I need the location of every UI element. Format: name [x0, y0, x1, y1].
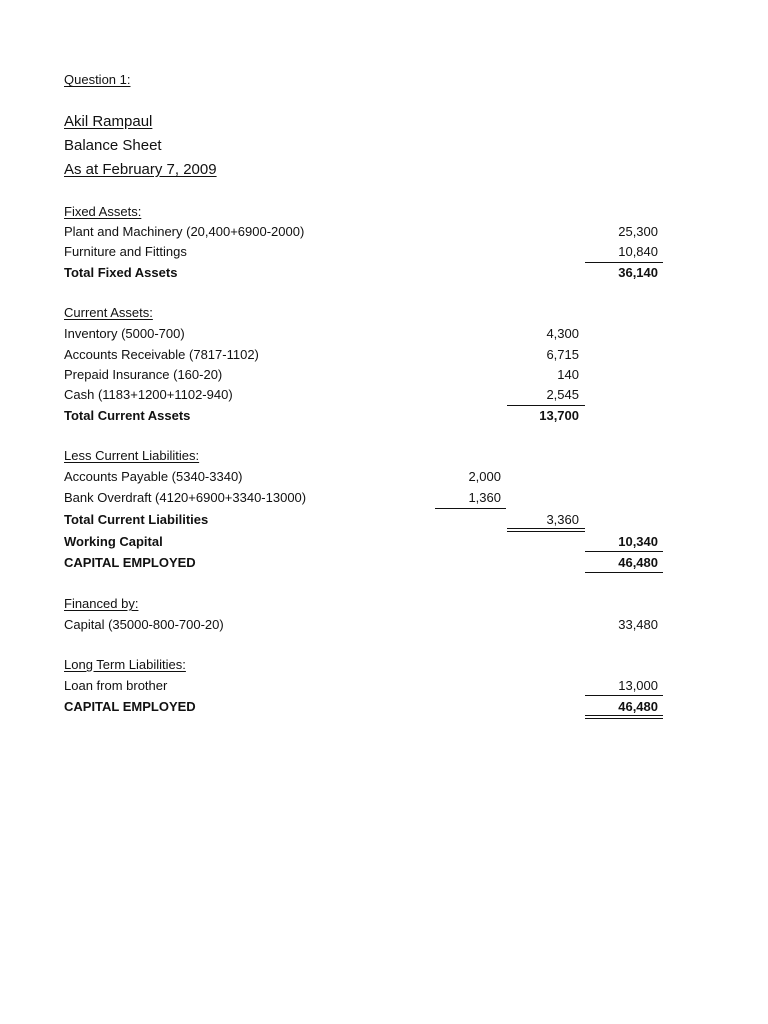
loan-label: Loan from brother — [64, 678, 168, 693]
capital-label: Capital (35000-800-700-20) — [64, 617, 224, 632]
total-current-liabilities-label: Total Current Liabilities — [64, 512, 209, 527]
subtotal-rule — [585, 572, 663, 573]
fixed-asset-value: 10,840 — [618, 244, 658, 259]
current-asset-value: 4,300 — [546, 326, 579, 341]
current-assets-heading: Current Assets: — [64, 305, 153, 320]
question-heading: Question 1: — [64, 72, 131, 87]
capital-employed-value: 46,480 — [618, 699, 658, 714]
loan-value: 13,000 — [618, 678, 658, 693]
subtotal-rule — [585, 551, 663, 552]
fixed-assets-heading: Fixed Assets: — [64, 204, 142, 219]
current-asset-value: 6,715 — [546, 347, 579, 362]
fixed-asset-value: 25,300 — [618, 224, 658, 239]
current-asset-value: 140 — [557, 367, 579, 382]
double-rule — [585, 715, 663, 719]
capital-value: 33,480 — [618, 617, 658, 632]
owner-name: Akil Rampaul — [64, 113, 153, 130]
current-liability-label: Bank Overdraft (4120+6900+3340-13000) — [64, 490, 307, 505]
statement-date: As at February 7, 2009 — [64, 161, 217, 178]
capital-employed-label: CAPITAL EMPLOYED — [64, 555, 196, 570]
long-term-liabilities-heading: Long Term Liabilities: — [64, 657, 186, 672]
fixed-asset-label: Furniture and Fittings — [64, 244, 187, 259]
subtotal-rule — [585, 262, 663, 263]
capital-employed-label: CAPITAL EMPLOYED — [64, 699, 196, 714]
current-asset-value: 2,545 — [546, 387, 579, 402]
total-current-assets-value: 13,700 — [539, 408, 579, 423]
double-rule — [507, 528, 585, 532]
subtotal-rule — [585, 695, 663, 696]
total-fixed-assets-label: Total Fixed Assets — [64, 265, 178, 280]
subtotal-rule — [435, 508, 506, 509]
working-capital-value: 10,340 — [618, 534, 658, 549]
current-liability-value: 1,360 — [468, 490, 501, 505]
total-fixed-assets-value: 36,140 — [618, 265, 658, 280]
statement-title: Balance Sheet — [64, 137, 162, 154]
current-asset-label: Inventory (5000-700) — [64, 326, 185, 341]
subtotal-rule — [507, 405, 585, 406]
total-current-liabilities-value: 3,360 — [546, 512, 579, 527]
working-capital-label: Working Capital — [64, 534, 163, 549]
fixed-asset-label: Plant and Machinery (20,400+6900-2000) — [64, 224, 305, 239]
current-liability-label: Accounts Payable (5340-3340) — [64, 469, 243, 484]
total-current-assets-label: Total Current Assets — [64, 408, 191, 423]
capital-employed-value: 46,480 — [618, 555, 658, 570]
current-asset-label: Prepaid Insurance (160-20) — [64, 367, 223, 382]
financed-by-heading: Financed by: — [64, 596, 139, 611]
current-liabilities-heading: Less Current Liabilities: — [64, 448, 200, 463]
current-asset-label: Accounts Receivable (7817-1102) — [64, 347, 259, 362]
current-liability-value: 2,000 — [468, 469, 501, 484]
current-asset-label: Cash (1183+1200+1102-940) — [64, 387, 233, 402]
